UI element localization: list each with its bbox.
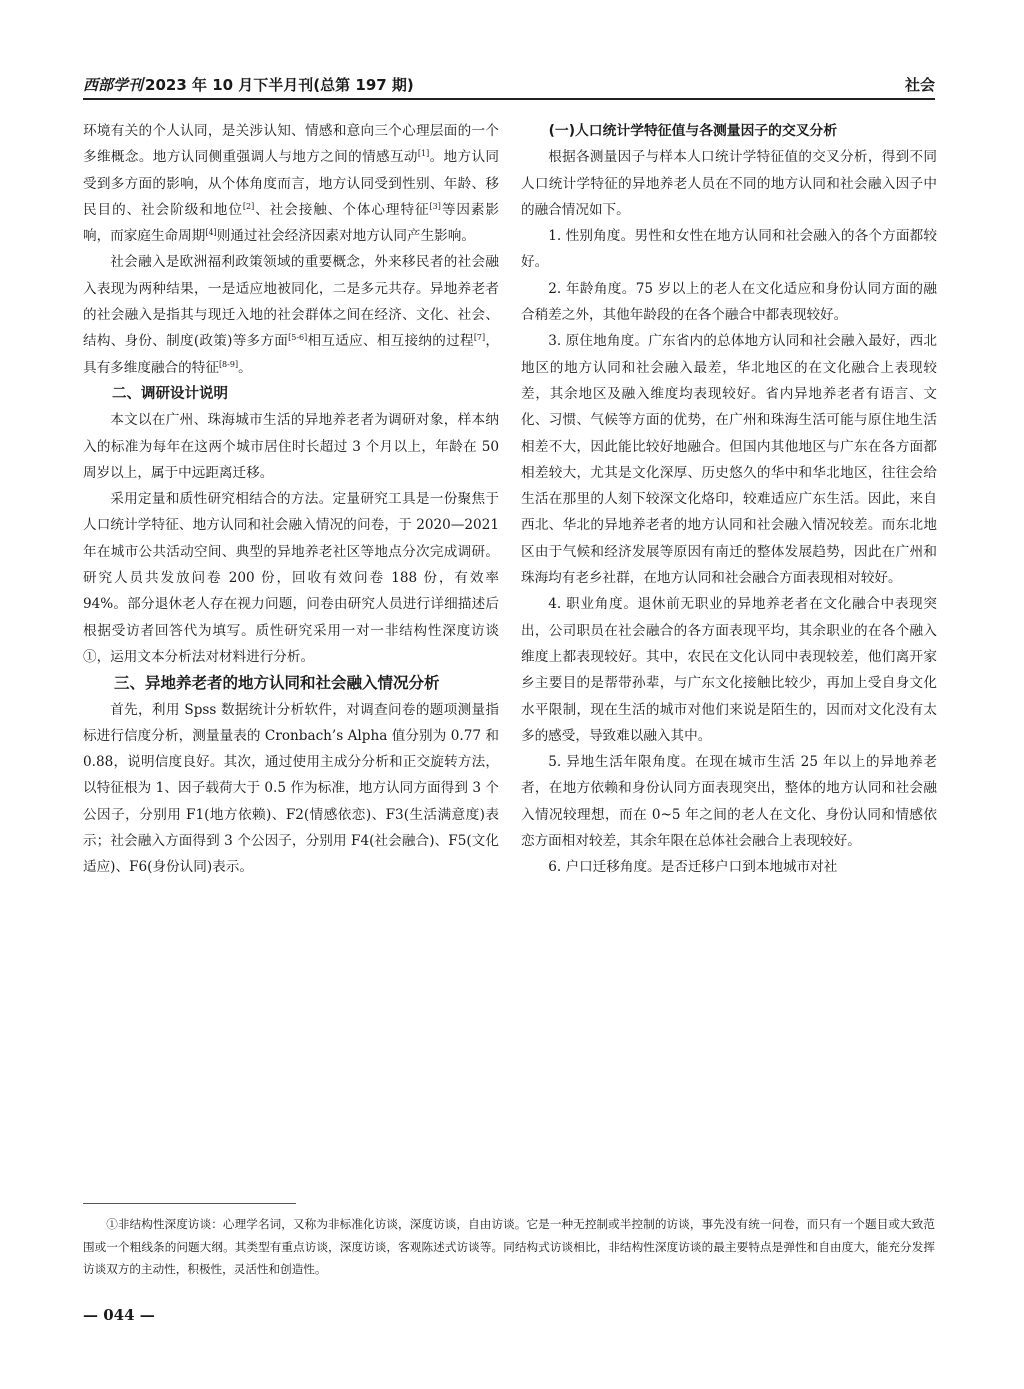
paragraph: 1. 性别角度。男性和女性在地方认同和社会融入的各个方面都较好。 xyxy=(521,228,937,271)
issue-info: 2023 年 10 月下半月刊(总第 197 期) xyxy=(145,76,414,94)
left-column xyxy=(83,118,499,881)
section-name: 社会 xyxy=(904,76,935,94)
paragraph: 3. 原住地角度。广东省内的总体地方认同和社会融入最好，西北地区的地方认同和社会融入最差，华北地区的在文化融合上表现较差，其余地区及融入维度均表现较好。省内异地养老者有语言、文化、习惯、气候等方面的优势，在广州和珠海生活可能与原住地生活相差不大，因此能比较好地融合。但国内其他地区与广东在各方面都相差较大，尤其是文化深厚、历史悠久的华中和华北地区，往往会给生活在那里的人刻下较深文化烙印，较难适应广东生活。因此，来自西北、华北的异地养老者的地方认同和社会融入情况较差。而东北地区由于气候和经济发展等原因有南迁的整体发展趋势，因此在广州和珠海均有老乡社群，在地方认同和社会融合方面表现相对较好。 xyxy=(521,333,937,587)
footnote-marker: ① xyxy=(83,648,97,665)
journal-logo: 西部学刊 xyxy=(83,76,144,94)
paragraph: 本文以在广州、珠海城市生活的异地养老者为调研对象，样本纳入的标准为每年在这两个城市居住时长超过 3 个月以上，年龄在 50 周岁以上，属于中远距离迁移。 xyxy=(83,412,499,481)
subsection-heading: (一)人口统计学特征值与各测量因子的交叉分析 xyxy=(548,123,838,139)
page-number: — 044 — xyxy=(83,1306,155,1324)
section-heading: 三、异地养老者的地方认同和社会融入情况分析 xyxy=(114,674,440,693)
paragraph: 5. 异地生活年限角度。在现在城市生活 25 年以上的异地养老者，在地方依赖和身份认同方面表现突出，整体的地方认同和社会融入情况较理想，而在 0~5 年之间的老人在文化、身份认同和情感依恋方面相对较差，其余年限在总体社会融合上表现较好。 xyxy=(521,754,937,850)
footnote-rule xyxy=(83,1203,296,1204)
footnote-text: ①非结构性深度访谈：心理学名词，又称为非标准化访谈，深度访谈，自由访谈。它是一种无控制或半控制的访谈，事先没有统一问卷，而只有一个题目或大致范围或一个粗线条的问题大纲。其类型有重点访谈，深度访谈，客观陈述式访谈等。同结构式访谈相比，非结构性深度访谈的最主要特点是弹性和自由度大，能充分发挥访谈双方的主动性，积极性，灵活性和创造性。 xyxy=(83,1217,935,1276)
paragraph: 社会融入是欧洲福利政策领域的重要概念，外来移民者的社会融入表现为两种结果，一是适应地被同化，二是多元共存。异地养老者的社会融入是指其与现迁入地的社会群体之间在经济、文化、社会、结构、身份、制度(政策)等多方面[5-6]相互适应、相互接纳的过程[7]，具有多维度融合的特征[8-9]。 xyxy=(83,254,500,376)
running-header xyxy=(83,72,935,100)
paragraph: 2. 年龄角度。75 岁以上的老人在文化适应和身份认同方面的融合稍差之外，其他年龄段的在各个融合中都表现较好。 xyxy=(521,280,937,324)
right-column xyxy=(521,118,937,881)
paragraph: 根据各测量因子与样本人口统计学特征值的交叉分析，得到不同人口统计学特征的异地养老人员在不同的地方认同和社会融入因子中的融合情况如下。 xyxy=(521,149,937,218)
paragraph: 环境有关的个人认同，是关涉认知、情感和意向三个心理层面的一个多维概念。地方认同侧重强调人与地方之间的情感互动[1]。地方认同受到多方面的影响，从个体角度而言，地方认同受到性别、年龄、移民目的、社会阶级和地位[2]、社会接触、个体心理特征[3]等因素影响，而家庭生命周期[4]则通过社会经济因素对地方认同产生影响。 xyxy=(83,123,500,245)
paragraph: 6. 户口迁移角度。是否迁移户口到本地城市对社 xyxy=(548,859,838,876)
paragraph: 4. 职业角度。退休前无职业的异地养老者在文化融合中表现突出，公司职员在社会融合的各方面表现平均，其余职业的在各个融入维度上都表现较好。其中，农民在文化认同中表现较差，他们离开家乡主要目的是帮带孙辈，与广东文化接触比较少，再加上受自身文化水平限制，现在生活的城市对他们来说是陌生的，因而对文化没有太多的感受，导致难以融入其中。 xyxy=(521,596,937,744)
section-heading: 二、调研设计说明 xyxy=(112,385,228,402)
footnote xyxy=(83,1213,935,1281)
paragraph: 首先，利用 Spss 数据统计分析软件，对调查问卷的题项测量指标进行信度分析，测量量表的 Cronbach’s Alpha 值分别为 0.77 和 0.88，说明信度良好。其次，通过使用主成分分析和正交旋转方法，以特征根为 1、因子载荷大于 0.5 作为标准，地方认同方面得到 3 个公因子，分别用 F1(地方依赖)、F2(情感依恋)、F3(生活满意度)表示；社会融入方面得到 3 个公因子，分别用 F4(社会融合)、F5(文化适应)、F6(身份认同)表示。 xyxy=(83,701,499,876)
paragraph: 采用定量和质性研究相结合的方法。定量研究工具是一份聚焦于人口统计学特征、地方认同和社会融入情况的问卷，于 2020—2021 年在城市公共活动空间、典型的异地养老社区等地点分次完成调研。研究人员共发放问卷 200 份，回收有效问卷 188 份，有效率 94%。部分退休老人存在视力问题，问卷由研究人员进行详细描述后根据受访者回答代为填写。质性研究采用一对一非结构性深度访谈①，运用文本分析法对材料进行分析。 xyxy=(83,491,499,665)
header-rule xyxy=(83,98,935,100)
journal-issue xyxy=(83,74,414,95)
